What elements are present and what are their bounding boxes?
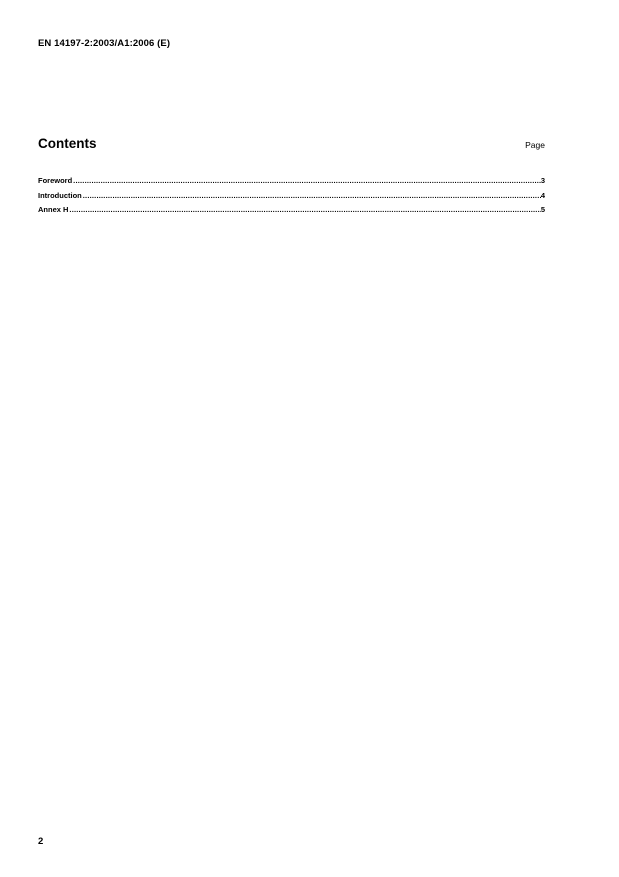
document-header: EN 14197-2:2003/A1:2006 (E) [38,38,171,49]
page-column-label: Page [525,140,545,150]
toc-entry-label: Introduction [38,190,82,200]
toc-entry-foreword[interactable] [38,174,545,189]
toc-entry-label: Foreword [38,176,73,185]
contents-heading-row [38,136,545,151]
toc-entry-annex-h[interactable] [38,203,545,218]
toc-leader-dots [69,203,540,218]
toc-leader-dots [73,174,541,189]
toc-leader-dots [83,189,541,204]
toc-entry-page: 5 [540,205,545,214]
toc-entry-page: 3 [540,176,545,185]
toc-entry-page: 4 [540,190,545,200]
toc-entry-introduction[interactable] [38,189,545,204]
table-of-contents [38,174,545,218]
contents-title: Contents [38,136,97,151]
toc-entry-label: Annex H [38,205,69,214]
page-number: 2 [38,836,44,847]
